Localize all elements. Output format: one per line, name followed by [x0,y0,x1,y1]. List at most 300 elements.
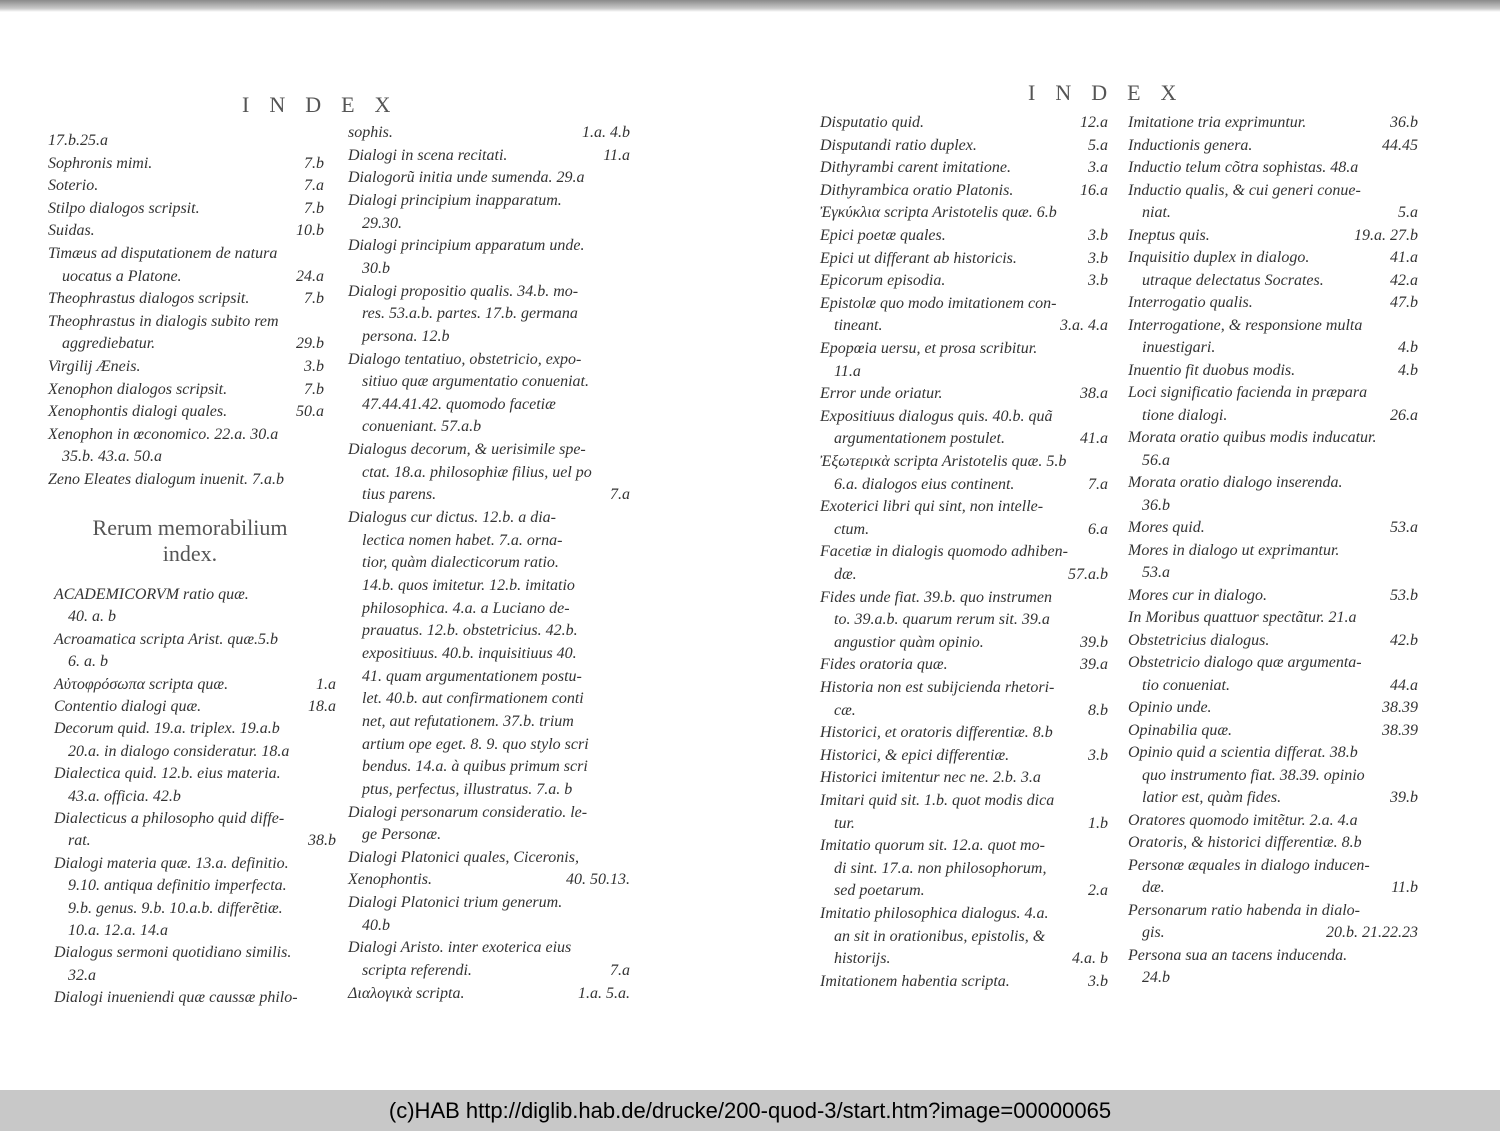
index-entry-page-ref: 3.a [1088,159,1108,177]
index-entry-text: Inductio telum cõtra sophistas. 48.a [1128,159,1359,176]
index-entry [1128,114,1418,132]
index-entry-text: an sit in orationibus, epistolis, & [834,927,1046,945]
index-entry-text: 6.a. dialogos eius continent. [834,475,1015,493]
index-entry [820,114,1108,132]
index-entry [820,611,1108,629]
index-entry-text: utraque delectatus Socrates. [1142,271,1324,289]
index-entry-text: Obstetricius dialogus. [1128,631,1270,649]
index-entry-text: to. 39.a.b. quarum rerum sit. 39.a [834,611,1050,629]
index-entry-text: inuestigari. [1142,339,1216,356]
index-entry-text: let. 40.b. aut confirmationem conti [362,690,584,708]
index-entry-text: ge Personæ. [362,826,442,844]
index-entry-text: angustior quàm opinio. [834,633,984,651]
index-entry-page-ref: 3.b [1088,272,1108,290]
index-entry-text: latior est, quàm fides. [1142,789,1282,806]
index-entry [48,448,324,466]
index-entry-text: sed poetarum. [834,882,925,900]
index-entry-text: Fides oratoria quæ. [820,656,948,674]
index-entry [1128,159,1418,177]
index-entry-text: 53.a [1142,564,1170,581]
index-entry-text: Xenophontis dialogi quales. [48,403,228,421]
index-entry-page-ref: 7.b [304,154,324,172]
index-entry-page-ref: 8.b [1088,701,1108,719]
index-entry-text: 32.a [68,966,96,984]
index-entry-page-ref: 3.b [1088,227,1108,244]
index-entry [48,381,324,399]
index-entry-text: Opinio unde. [1128,699,1212,716]
index-entry-text: Suidas. [48,222,95,240]
index-entry [1128,812,1418,830]
index-entry-text: tior, quàm dialecticorum ratio. [362,554,559,572]
index-entry-page-ref: 44.45 [1382,136,1418,154]
index-entry-text: artium ope eget. 8. 9. quo stylo scri [362,735,589,753]
index-entry-text: Αὐτοφρόσωπα scripta quæ. [54,675,229,693]
index-entry-text: sophis. [348,124,393,141]
index-entry [1128,294,1418,312]
index-entry [348,849,630,867]
index-entry-text: Dialogorũ initia unde sumenda. 29.a [348,169,585,187]
index-entry-text: Epopœia uersu, et prosa scribitur. [820,340,1038,357]
index-entry [820,860,1108,878]
index-entry-text: Dialogi materia quæ. 13.a. definitio. [54,854,289,872]
index-entry [820,815,1108,833]
index-entry [1128,744,1418,762]
index-entry-text: Xenophontis. [348,871,432,889]
index-entry-text: 35.b. 43.a. 50.a [62,448,162,466]
index-entry-text: Disputatio quid. [820,114,925,131]
index-entry-text: Epici ut differant ab historicis. [820,249,1017,267]
index-entry-text: 11.a [834,362,861,380]
index-entry [348,781,630,799]
index-entry-text: net, aut refutationem. 37.b. trium [362,712,574,730]
index-entry-text: di sint. 17.a. non philosophorum, [834,859,1047,877]
index-entry [348,871,630,889]
index-entry-text: 14.b. quos imitetur. 12.b. imitatio [362,577,575,594]
index-entry-text: Dialogi inueniendi quæ caussæ philo- [54,989,298,1007]
index-entry [820,272,1108,290]
index-entry-text: Morata oratio quibus modis inducatur. [1128,429,1377,446]
index-entry [1128,677,1418,695]
index-entry [48,245,324,263]
index-entry-text: 40. a. b [68,608,116,626]
index-entry [1128,857,1418,875]
index-entry-text: Epistolæ quo modo imitationem con- [820,294,1057,312]
index-entry-page-ref: 1.a. 4.b [582,124,630,141]
index-entry [820,340,1108,358]
index-entry-page-ref: 39.b [1390,789,1418,806]
index-entry-page-ref: 3.a. 4.a [1060,317,1108,335]
index-entry [820,498,1108,516]
index-entry [1128,452,1418,470]
index-entry [54,810,336,828]
index-entry [1128,272,1418,290]
index-entry [348,351,630,369]
index-entry [54,989,336,1007]
index-entry [820,453,1108,471]
index-entry [54,922,336,940]
index-entry-text: tur. [834,814,855,832]
index-entry-text: lectica nomen habet. 7.a. orna- [362,531,563,549]
index-entry-text: Dialogi principium apparatum unde. [348,237,585,255]
index-entry [348,826,630,844]
index-entry-text: 29.30. [362,214,402,232]
index-entry [54,788,336,806]
index-entry-text: Expositiuus dialogus quis. 40.b. quã [820,407,1053,425]
index-entry-page-ref: 3.b [1088,249,1108,267]
index-entry-text: Soterio. [48,177,99,195]
index-entry-page-ref: 53.a [1390,519,1418,536]
index-entry [820,679,1108,697]
index-entry-text: sitiuo quæ argumentatio conueniat. [362,373,589,391]
copyright-footer: (c)HAB http://diglib.hab.de/drucke/200-quod-3/start.htm?image=00000065 [0,1090,1500,1131]
index-entry-text: res. 53.a.b. partes. 17.b. germana [362,305,578,323]
index-entry-text: Dialogus cur dictus. 12.b. a dia- [348,509,556,527]
index-entry-page-ref: 47.b [1390,294,1418,311]
index-entry-text: 41. quam argumentationem postu- [362,667,582,685]
index-entry-page-ref: 36.b [1390,114,1418,131]
index-entry [48,313,324,331]
index-entry [348,713,630,731]
index-entry [820,363,1108,381]
index-entry-page-ref: 5.a [1398,204,1418,221]
index-entry-text: dæ. [834,566,857,583]
index-entry-page-ref: 7.a [304,177,324,195]
index-entry-page-ref: 7.a [1088,475,1108,493]
index-entry-page-ref: 41.a [1080,430,1108,448]
index-entry-page-ref: 1.b [1088,814,1108,832]
index-entry-text: tineant. [834,317,883,335]
index-entry-page-ref: 12.a [1080,114,1108,131]
index-entry-text: Dithyrambi carent imitatione. [820,159,1011,177]
index-entry-text: 43.a. officia. 42.b [68,787,181,805]
index-entry [820,543,1108,561]
index-entry-text: Theophrastus in dialogis subito rem [48,312,279,330]
index-entry [820,295,1108,313]
index-entry [820,408,1108,426]
index-entry-page-ref: 39.a [1080,656,1108,674]
index-entry-page-ref: 50.a [296,403,324,421]
index-entry [348,464,630,482]
index-entry-page-ref: 11.b [1391,879,1418,896]
index-entry-text: Oratoris, & historici differentiæ. 8.b [1128,834,1362,851]
index-entry-text: tius parens. [362,486,437,504]
index-entry-text: Opinio quid a scientia differat. 38.b [1128,744,1358,761]
index-entry-text: Dialogus decorum, & uerisimile spe- [348,441,586,459]
index-entry [48,358,324,376]
index-entry-text: Inductio qualis, & cui generi conue- [1128,181,1361,199]
index-entry-text: quo instrumento fiat. 38.39. opinio [1142,766,1365,784]
section-title-line1: Rerum memorabilium [92,515,288,540]
index-entry-page-ref: 44.a [1390,676,1418,694]
index-entry-text: uocatus a Platone. [62,267,182,285]
index-entry-text: Dialogo tentatiuo, obstetricio, expo- [348,350,582,368]
index-entry-text: persona. 12.b [362,327,450,345]
index-entry [48,268,324,286]
index-entry-page-ref: 5.a [1088,136,1108,154]
index-entry [1128,407,1418,425]
index-entry-page-ref: 26.a [1390,406,1418,424]
index-entry-text: 30.b [362,259,390,277]
index-entry-page-ref: 53.b [1390,586,1418,604]
index-entry-page-ref: 57.a.b [1068,566,1108,583]
index-entry-text: Xenophon in œconomico. 22.a. 30.a [48,425,279,443]
index-entry [1128,564,1418,582]
index-entry [48,290,324,308]
index-entry [820,521,1108,539]
index-entry-text: Inuentio fit duobus modis. [1128,361,1296,379]
index-entry-text: Epici poetæ quales. [820,227,946,244]
index-entry-text: Mores cur in dialogo. [1128,586,1267,604]
index-entry [348,645,630,663]
index-entry [820,250,1108,268]
index-entry [48,335,324,353]
index-entry-text: Imitationem habentia scripta. [820,972,1010,990]
index-entry [348,962,630,980]
index-entry [348,985,630,1003]
index-entry-text: Obstetricio dialogo quæ argumenta- [1128,654,1362,671]
index-entry-text: 10.a. 12.a. 14.a [68,922,168,939]
index-entry-text: Interrogatione, & responsione multa [1128,316,1363,334]
index-entry-text: Dialecticus a philosopho quid diffe- [54,810,285,827]
index-entry [348,758,630,776]
index-entry-text: conueniant. 57.a.b [362,418,482,436]
index-entry [54,765,336,783]
index-entry-text: Epicorum episodia. [820,272,946,290]
index-entry-text: Loci significatio facienda in præpara [1128,384,1368,401]
index-entry-page-ref: 42.a [1390,271,1418,289]
index-entry-text: Imitatio philosophica dialogus. 4.a. [820,905,1049,922]
index-entry-page-ref: 4.a. b [1072,950,1108,968]
index-entry-page-ref: 29.b [296,335,324,353]
index-entry-text: philosophica. 4.a. a Luciano de- [362,599,570,617]
index-entry-page-ref: 38.a [1080,385,1108,403]
index-entry-page-ref: 39.b [1080,633,1108,651]
index-entry [348,305,630,323]
index-entry-text: Personarum ratio habenda in dialo- [1128,901,1360,919]
index-entry [54,698,336,716]
index-entry [348,532,630,550]
index-entry-text: Persona sua an tacens inducenda. [1128,946,1348,964]
index-entry [54,832,336,850]
index-entry [54,631,336,649]
index-entry-text: Oratores quomodo imitẽtur. 2.a. 4.a [1128,811,1358,829]
index-entry [1128,834,1418,852]
index-entry [48,222,324,240]
index-entry-text: scripta referendi. [362,962,472,980]
index-entry-text: cæ. [834,701,856,719]
index-entry-text: historijs. [834,950,891,968]
index-entry-text: Imitari quid sit. 1.b. quot modis dica [820,792,1055,809]
index-entry-text: Dialogi Platonici quales, Ciceronis, [348,848,579,866]
index-entry [48,132,324,150]
index-entry-page-ref: 3.b [1088,746,1108,764]
index-entry [348,804,630,822]
index-entry [820,973,1108,991]
index-entry-text: Dialogi personarum consideratio. le- [348,803,588,821]
index-entry [820,950,1108,968]
index-entry [48,177,324,195]
index-entry-page-ref: 4.b [1398,339,1418,356]
index-entry-text: 9.10. antiqua definitio imperfecta. [68,877,287,895]
index-entry [348,169,630,187]
index-entry [348,418,630,436]
index-entry [1128,227,1418,245]
index-entry [1128,789,1418,807]
index-entry-page-ref: 4.b [1398,361,1418,379]
index-entry-page-ref: 40. 50.13. [566,871,630,889]
index-entry [1128,609,1418,627]
index-entry [1128,924,1418,942]
index-entry-text: Imitatione tria exprimuntur. [1128,114,1307,131]
index-entry [348,237,630,255]
index-entry-text: Disputandi ratio duplex. [820,136,977,154]
index-entry-text: Dialogi Platonici trium generum. [348,894,563,912]
index-entry [348,577,630,595]
index-entry [348,894,630,912]
index-entry-text: ptus, perfectus, illustratus. 7.a. b [362,780,573,798]
index-entry-text: Contentio dialogi quæ. [54,698,202,715]
right-page-header: INDEX [1028,80,1197,105]
index-entry-text: 6. a. b [68,653,108,671]
index-entry [1128,969,1418,987]
index-entry [54,855,336,873]
index-entry [1128,384,1418,402]
index-entry [820,589,1108,607]
index-entry [820,702,1108,720]
index-entry [348,260,630,278]
index-entry [54,720,336,738]
index-entry [820,905,1108,923]
index-entry [1128,249,1418,267]
index-entry [348,328,630,346]
index-entry [820,204,1108,222]
index-entry-text: Theophrastus dialogos scripsit. [48,290,250,308]
index-entry-text: niat. [1142,204,1171,221]
index-entry-text: tio conueniat. [1142,676,1230,694]
index-entry-page-ref: 38.39 [1382,699,1418,716]
index-entry-page-ref: 19.a. 27.b [1354,226,1418,244]
index-entry [348,283,630,301]
index-entry-text: 20.a. in dialogo consideratur. 18.a [68,742,290,760]
index-entry [1128,137,1418,155]
index-entry-text: Imitatio quorum sit. 12.a. quot mo- [820,837,1045,855]
index-entry [1128,947,1418,965]
index-entry [820,137,1108,155]
index-entry [348,396,630,414]
index-entry [48,403,324,421]
section-title-line2: index. [162,541,218,566]
index-entry-text: Dithyrambica oratio Platonis. [820,181,1014,199]
index-entry [820,566,1108,584]
index-entry [820,882,1108,900]
index-entry [348,486,630,504]
index-entry [1128,429,1418,447]
index-entry [820,159,1108,177]
index-entry-page-ref: 7.b [304,199,324,217]
index-entry-text: ACADEMICORVM ratio quæ. [54,586,249,603]
index-entry-text: Dialogi in scena recitati. [348,146,508,164]
index-entry [820,182,1108,200]
index-entry [820,430,1108,448]
index-entry-text: 17.b.25.a [48,132,108,149]
index-entry [54,676,336,694]
index-entry [348,917,630,935]
index-entry [1128,722,1418,740]
index-entry-text: Sophronis mimi. [48,154,153,172]
index-entry-text: Dialogi propositio qualis. 34.b. mo- [348,282,579,300]
index-entry-text: 40.b [362,916,390,934]
left-page-header: INDEX [242,92,411,117]
index-entry-text: Inductionis genera. [1128,136,1253,154]
index-entry [1128,362,1418,380]
index-entry [1128,519,1418,537]
index-entry-text: Exoterici libri qui sint, non intelle- [820,498,1044,516]
left-page [0,0,740,1090]
index-entry [348,736,630,754]
index-entry-text: In Moribus quattuor spectãtur. 21.a [1128,609,1357,626]
index-entry [54,743,336,761]
index-entry-page-ref: 42.b [1390,631,1418,649]
index-entry [48,155,324,173]
index-entry [1128,654,1418,672]
index-entry-text: Dialogi Aristo. inter exoterica eius [348,939,572,957]
index-entry-text: Dialogi principium inapparatum. [348,191,562,209]
index-entry-page-ref: 20.b. 21.22.23 [1326,924,1418,941]
index-entry [820,837,1108,855]
index-entry-page-ref: 38.39 [1382,721,1418,739]
index-entry [348,554,630,572]
index-entry [48,200,324,218]
index-entry [1128,182,1418,200]
index-entry-text: Timæus ad disputationem de natura [48,245,278,262]
index-entry-text: ctat. 18.a. philosophiæ filius, uel po [362,463,592,481]
index-entry [820,317,1108,335]
index-entry-text: argumentationem postulet. [834,430,1005,448]
index-entry [54,900,336,918]
index-entry-page-ref: 7.a [610,486,630,504]
right-page [740,0,1500,1090]
index-entry-text: 47.44.41.42. quomodo facetiæ [362,395,556,413]
index-entry-text: 36.b [1142,496,1170,514]
index-entry-text: Personæ æquales in dialogo inducen- [1128,856,1370,874]
index-entry-page-ref: 16.a [1080,181,1108,199]
index-entry [348,622,630,640]
index-entry [820,656,1108,674]
index-entry-text: ctum. [834,520,870,538]
index-entry [348,668,630,686]
index-entry [54,967,336,985]
index-entry-text: dæ. [1142,879,1165,896]
index-entry-page-ref: 24.a [296,267,324,285]
index-entry-page-ref: 2.a [1088,882,1108,900]
index-entry-page-ref: 1.a [316,675,336,693]
index-entry [820,724,1108,742]
index-entry-text: Facetiæ in dialogis quomodo adhiben- [820,543,1068,561]
index-entry-page-ref: 10.b [296,222,324,240]
index-entry [348,147,630,165]
index-entry-text: Acroamatica scripta Arist. quæ.5.b [54,630,278,648]
index-entry [348,441,630,459]
index-entry [1128,632,1418,650]
index-entry-text: Ἐξωτερικὰ scripta Aristotelis quæ. 5.b [820,453,1067,470]
index-entry-text: Mores quid. [1128,519,1205,536]
index-entry-text: Interrogatio qualis. [1128,294,1253,311]
index-entry-text: Xenophon dialogos scripsit. [48,380,228,398]
index-entry [54,653,336,671]
index-entry-text: rat. [68,832,91,850]
index-entry [1128,902,1418,920]
index-entry [820,634,1108,652]
